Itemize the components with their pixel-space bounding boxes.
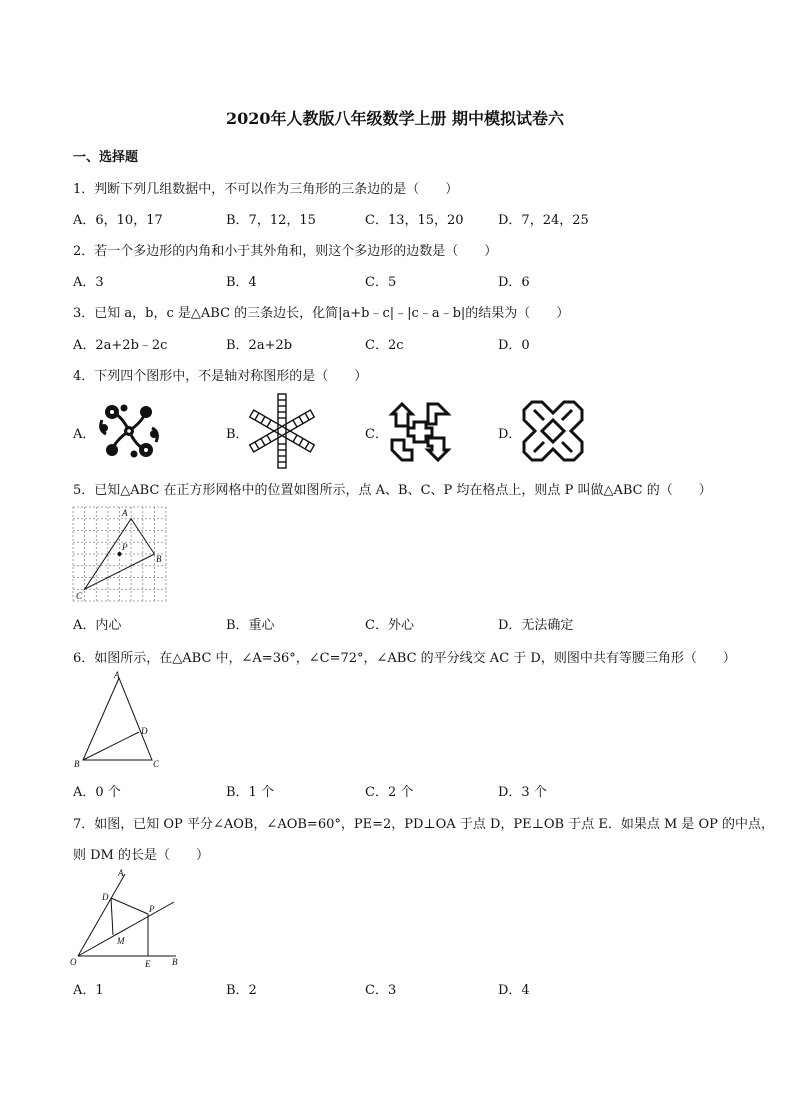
q5-option-a: A．内心 <box>73 618 122 633</box>
q2-option-c: C．5 <box>365 275 397 290</box>
q4-option-d: D． <box>498 427 522 442</box>
q7-label-d: D <box>102 892 109 902</box>
question-3-stem: 3．已知 a，b，c 是△ABC 的三条边长，化简|a+b﹣c|﹣|c﹣a﹣b|的结果为（ ） <box>73 306 570 321</box>
question-4-stem: 4．下列四个图形中，不是轴对称图形的是（ ） <box>73 369 368 384</box>
q1-option-c: C．13，15，20 <box>365 213 464 228</box>
q3-option-a: A．2a+2b﹣2c <box>73 338 168 353</box>
q4-option-c: C． <box>365 427 388 442</box>
q6-label-c: C <box>153 759 160 769</box>
q3-option-d: D．0 <box>498 338 530 353</box>
q2-option-a: A．3 <box>73 275 104 290</box>
q7-option-a: A．1 <box>73 983 104 998</box>
q1-option-b: B．7，12，15 <box>226 213 316 228</box>
section-heading: 一、选择题 <box>73 150 139 165</box>
q7-label-o: O <box>70 957 77 967</box>
q4-figure-c-arrows-icon <box>388 400 452 464</box>
question-6-stem: 6．如图所示，在△ABC 中，∠A=36°，∠C=72°，∠ABC 的平分线交 AC 于 D，则图中共有等腰三角形（ ） <box>73 651 736 666</box>
question-5-stem: 5．已知△ABC 在正方形网格中的位置如图所示，点 A、B、C、P 均在格点上，则点 P 叫做△ABC 的（ ） <box>73 483 712 498</box>
q6-option-c: C．2 个 <box>365 785 414 800</box>
q1-option-a: A．6，10，17 <box>73 213 163 228</box>
q6-option-a: A．0 个 <box>73 785 121 800</box>
page-title: 2020年人教版八年级数学上册 期中模拟试卷六 <box>225 109 565 128</box>
q6-label-a: A <box>114 670 120 680</box>
q2-option-b: B．4 <box>226 275 257 290</box>
q4-figure-b-asterisk-icon <box>246 392 318 470</box>
q5-option-c: C．外心 <box>365 618 414 633</box>
question-1-stem: 1．判断下列几组数据中，不可以作为三角形的三条边的是（ ） <box>73 182 459 197</box>
q7-label-p: P <box>149 904 155 914</box>
q2-option-d: D．6 <box>498 275 530 290</box>
q7-angle-figure <box>70 864 188 972</box>
q3-option-b: B．2a+2b <box>226 338 293 353</box>
q6-option-b: B．1 个 <box>226 785 274 800</box>
q7-option-b: B．2 <box>226 983 257 998</box>
q1-option-d: D．7，24，25 <box>498 213 589 228</box>
q7-label-a: A <box>118 868 124 878</box>
q5-label-c: C <box>76 591 83 601</box>
q4-figure-a-swirl-icon <box>94 398 164 464</box>
q5-grid-figure <box>72 506 170 602</box>
q6-option-d: D．3 个 <box>498 785 547 800</box>
q4-option-a: A． <box>73 427 96 442</box>
q7-label-b: B <box>172 957 178 967</box>
q5-option-b: B．重心 <box>226 618 275 633</box>
q7-label-e: E <box>145 959 151 969</box>
q7-label-m: M <box>117 936 125 946</box>
q5-label-p: P <box>122 542 128 552</box>
q5-option-d: D．无法确定 <box>498 618 574 633</box>
q6-label-d: D <box>141 726 148 736</box>
question-2-stem: 2．若一个多边形的内角和小于其外角和，则这个多边形的边数是（ ） <box>73 244 498 259</box>
q6-triangle-figure <box>72 670 164 772</box>
q7-option-c: C．3 <box>365 983 397 998</box>
q5-label-a: A <box>122 508 128 518</box>
q6-label-b: B <box>74 759 80 769</box>
q5-label-b: B <box>156 554 162 564</box>
question-7-stem: 7．如图，已知 OP 平分∠AOB，∠AOB=60°，PE=2，PD⊥OA 于点 D，PE⊥OB 于点 E．如果点 M 是 OP 的中点， <box>73 817 775 832</box>
q4-option-b: B． <box>226 427 249 442</box>
q7-option-d: D．4 <box>498 983 530 998</box>
q3-option-c: C．2c <box>365 338 404 353</box>
question-7-stem-cont: 则 DM 的长是（ ） <box>73 848 209 863</box>
q4-figure-d-lattice-icon <box>520 398 586 464</box>
